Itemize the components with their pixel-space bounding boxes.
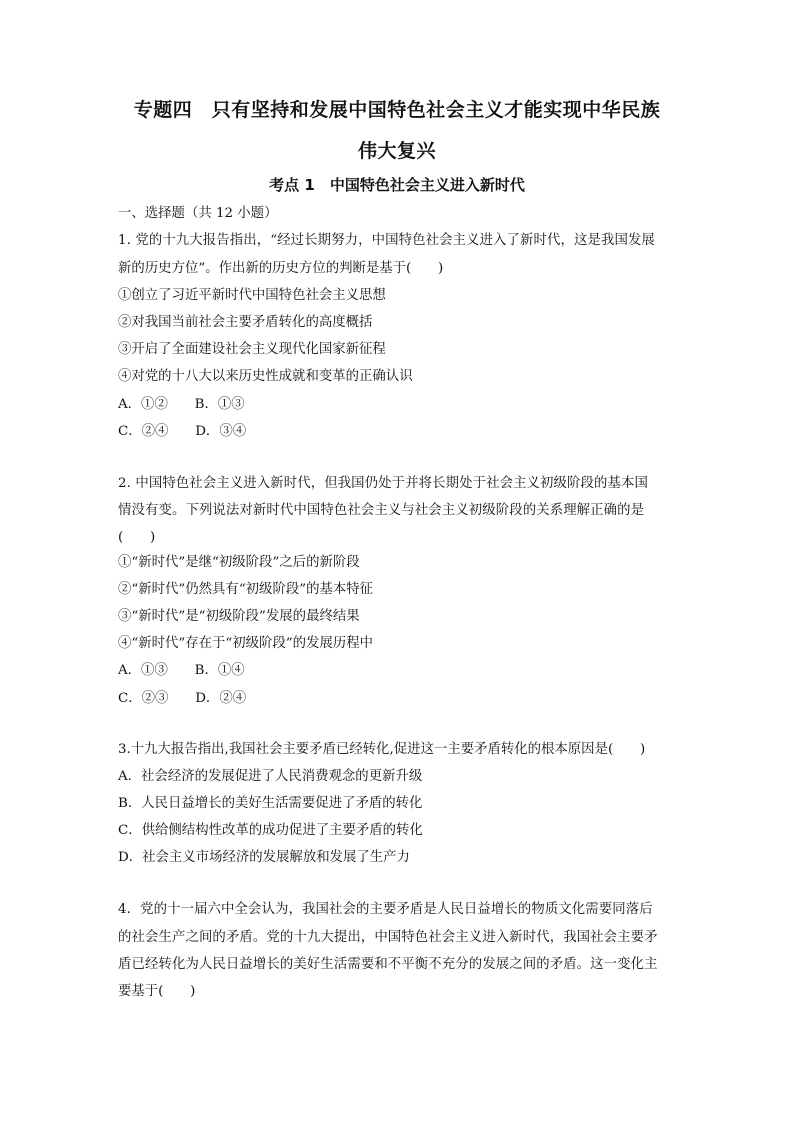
q1-item-1: ①创立了习近平新时代中国特色社会主义思想 — [118, 288, 386, 303]
q1-options-row-2: C．②④ D．③④ — [118, 424, 247, 439]
q1-item-3: ③开启了全面建设社会主义现代化国家新征程 — [118, 342, 386, 357]
q4-stem-line-3: 盾已经转化为人民日益增长的美好生活需要和不平衡不充分的发展之间的矛盾。这一变化主 — [118, 957, 658, 972]
q1-item-4: ④对党的十八大以来历史性成就和变革的正确认识 — [118, 369, 413, 384]
subtitle: 考点 1 中国特色社会主义进入新时代 — [269, 176, 525, 194]
q1-stem-line-2: 新的历史方位”。作出新的历史方位的判断是基于( ) — [118, 261, 444, 276]
section-heading: 一、选择题（共 12 小题） — [118, 206, 278, 221]
q2-stem-line-2: 情没有变。下列说法对新时代中国特色社会主义与社会主义初级阶段的关系理解正确的是 — [118, 503, 645, 518]
q2-stem-line-3: ( ) — [118, 530, 156, 545]
q3-option-c: C．供给侧结构性改革的成功促进了主要矛盾的转化 — [118, 823, 423, 838]
q1-options-row-1: A．①② B．①③ — [118, 397, 245, 412]
q3-option-d: D．社会主义市场经济的发展解放和发展了生产力 — [118, 850, 410, 865]
q2-stem-line-1: 2. 中国特色社会主义进入新时代，但我国仍处于并将长期处于社会主义初级阶段的基本国 — [118, 476, 648, 491]
q3-option-b: B．人民日益增长的美好生活需要促进了矛盾的转化 — [118, 796, 423, 811]
q3-stem-line-1: 3.十九大报告指出,我国社会主要矛盾已经转化,促进这一主要矛盾转化的根本原因是( ) — [118, 742, 646, 757]
q1-stem-line-1: 1. 党的十九大报告指出，“经过长期努力，中国特色社会主义进入了新时代，这是我国发展 — [118, 233, 655, 248]
q3-option-a: A．社会经济的发展促进了人民消费观念的更新升级 — [118, 769, 423, 784]
q2-options-row-2: C．②③ D．②④ — [118, 691, 247, 706]
q2-item-1: ①“新时代”是继“初级阶段”之后的新阶段 — [118, 555, 360, 570]
q2-item-3: ③“新时代”是“初级阶段”发展的最终结果 — [118, 609, 360, 624]
q1-item-2: ②对我国当前社会主要矛盾转化的高度概括 — [118, 315, 373, 330]
title-line-2: 伟大复兴 — [357, 140, 436, 162]
q2-item-4: ④“新时代”存在于“初级阶段”的发展历程中 — [118, 636, 374, 651]
q2-item-2: ②“新时代”仍然具有“初级阶段”的基本特征 — [118, 582, 374, 597]
q4-stem-line-4: 要基于( ) — [118, 984, 196, 999]
q2-options-row-1: A．①③ B．①④ — [118, 663, 245, 678]
title-line-1: 专题四 只有坚持和发展中国特色社会主义才能实现中华民族 — [133, 99, 661, 121]
q4-stem-line-2: 的社会生产之间的矛盾。党的十九大提出，中国特色社会主义进入新时代，我国社会主要矛 — [118, 930, 658, 945]
q4-stem-line-1: 4．党的十一届六中全会认为，我国社会的主要矛盾是人民日益增长的物质文化需要同落后 — [118, 902, 653, 917]
